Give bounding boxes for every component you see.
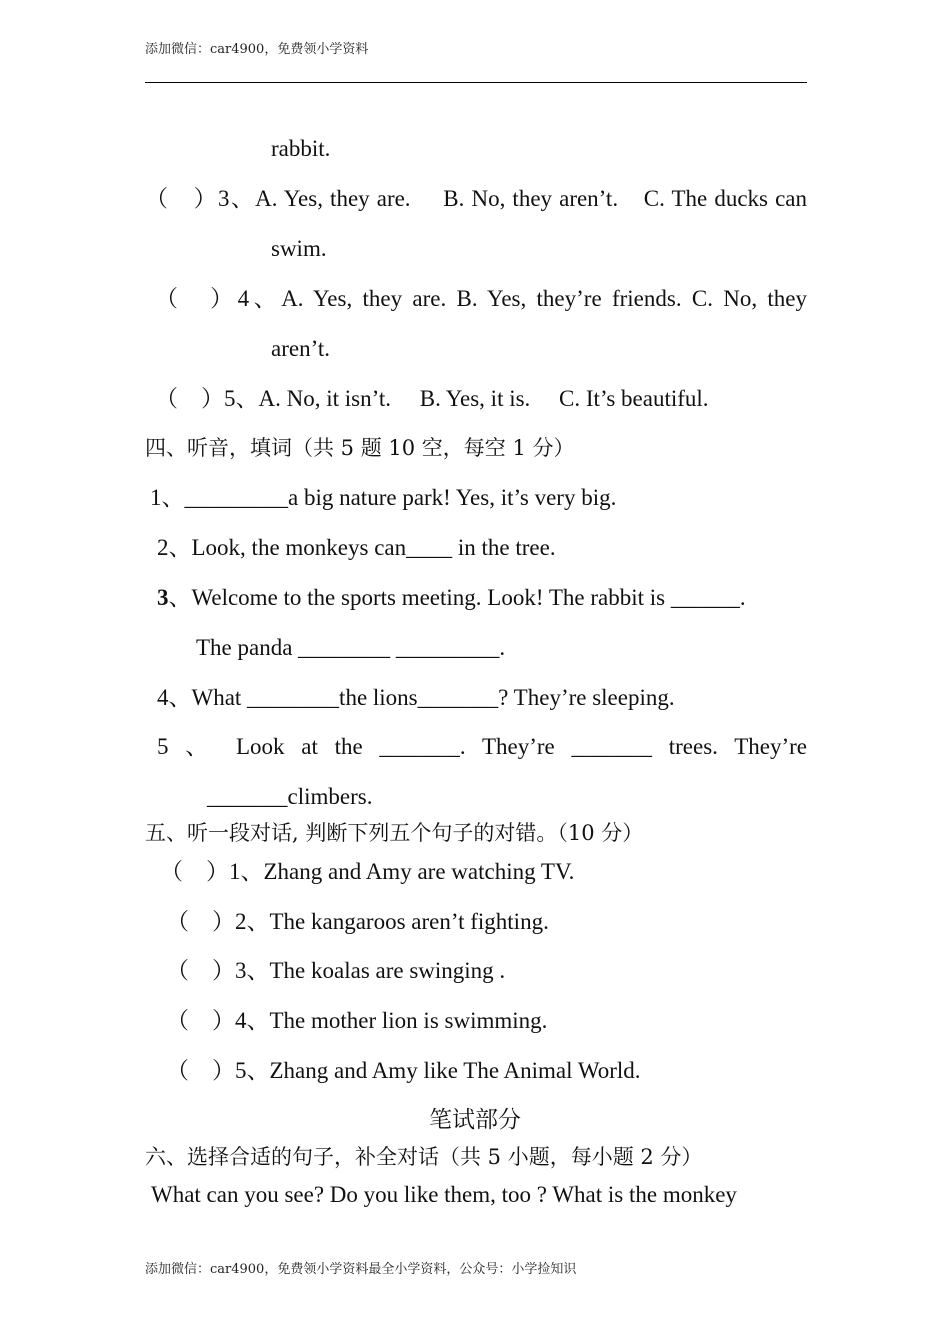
- fill-q3-text: 、Welcome to the sports meeting. Look! The rabbit is ______.: [168, 585, 746, 610]
- page-header: 添加微信：car4900，免费领小学资料: [145, 42, 369, 57]
- judge-item-5: （ ）5、Zhang and Amy like The Animal World.: [166, 1058, 641, 1083]
- q3-option-continuation: swim.: [271, 236, 327, 261]
- written-part-title: 笔试部分: [429, 1107, 521, 1133]
- page-footer: 添加微信：car4900，免费领小学资料最全小学资料，公众号：小学捡知识: [145, 1262, 577, 1277]
- fill-q4: 4、What ________the lions_______? They’re sleeping.: [157, 685, 675, 710]
- section4-title: 四、听音，填词（共 5 题 10 空，每空 1 分）: [145, 436, 575, 460]
- q2-option-continuation: rabbit.: [271, 136, 331, 161]
- fill-q2: 2、Look, the monkeys can____ in the tree.: [157, 535, 556, 560]
- header-rule: [145, 82, 807, 83]
- fill-q3: [157, 583, 746, 613]
- q4-options: （ ）4、A. Yes, they are. B. Yes, they’re friends. C. No, they: [155, 286, 807, 311]
- fill-q3-continuation: The panda ________ _________.: [196, 635, 506, 660]
- fill-q5: 5 、 Look at the _______. They’re _______ trees. They’re: [157, 734, 807, 759]
- q4-option-continuation: aren’t.: [271, 336, 330, 361]
- q5-options: （ ）5、A. No, it isn’t. B. Yes, it is. C. It’s beautiful.: [155, 386, 709, 411]
- fill-q1: 1、_________a big nature park! Yes, it’s very big.: [150, 485, 617, 510]
- section6-options: What can you see? Do you like them, too ? What is the monkey: [151, 1182, 737, 1207]
- judge-item-3: （ ）3、The koalas are swinging .: [166, 958, 506, 983]
- judge-item-1: （ ）1、Zhang and Amy are watching TV.: [160, 859, 575, 884]
- q3-options: （ ）3、A. Yes, they are. B. No, they aren’t. C. The ducks can: [145, 186, 807, 211]
- fill-q5-continuation: _______climbers.: [207, 784, 373, 809]
- judge-item-4: （ ）4、The mother lion is swimming.: [166, 1008, 548, 1033]
- section6-title: 六、选择合适的句子，补全对话（共 5 小题，每小题 2 分）: [145, 1145, 703, 1169]
- judge-item-2: （ ）2、The kangaroos aren’t fighting.: [166, 909, 549, 934]
- section5-title: 五、听一段对话, 判断下列五个句子的对错。（10 分）: [145, 821, 644, 845]
- fill-q3-number: 3: [157, 585, 169, 610]
